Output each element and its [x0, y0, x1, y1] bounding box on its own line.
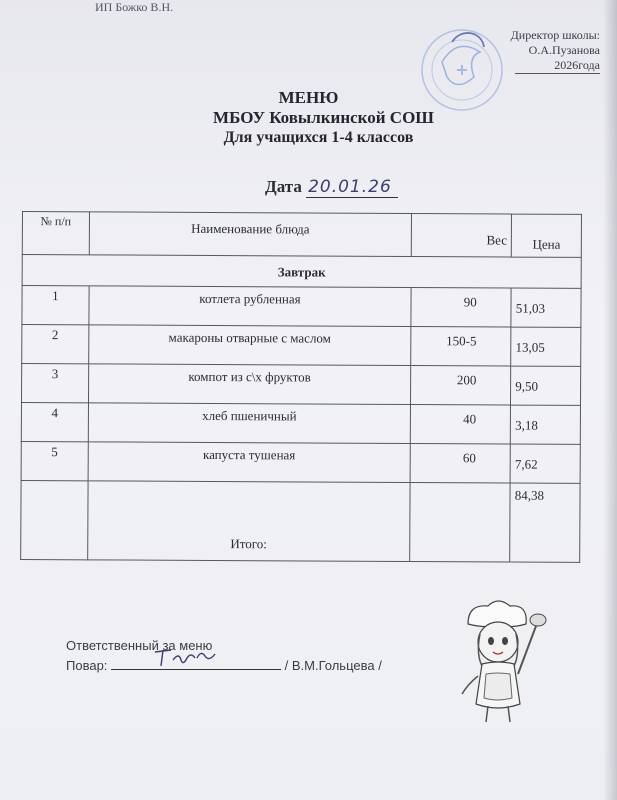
row-dish: макароны отварные с маслом: [88, 325, 411, 366]
row-weight: 150-5: [411, 327, 511, 367]
director-name: О.А.Пузанова: [528, 43, 600, 57]
header-name: Наименование блюда: [89, 212, 412, 257]
row-price: 9,50: [511, 366, 581, 405]
date-row: [265, 177, 398, 198]
row-num: 1: [22, 286, 89, 325]
row-dish: котлета рубленная: [89, 286, 412, 327]
footer-signatures: [66, 636, 382, 676]
row-price: 3,18: [511, 405, 581, 444]
row-num: 3: [21, 364, 88, 403]
director-title: Директор школы:: [510, 28, 600, 42]
cook-signature-line: [111, 656, 281, 670]
header-price: Цена: [511, 214, 581, 257]
table-row: [21, 441, 580, 483]
row-weight: 60: [410, 444, 510, 484]
table-row: [21, 364, 580, 406]
table-row: [21, 403, 580, 445]
section-breakfast: Завтрак: [22, 255, 581, 289]
table-row: [22, 325, 581, 367]
total-price: 84,38: [510, 483, 580, 562]
total-label: Итого:: [87, 481, 410, 562]
row-price: 51,03: [511, 288, 581, 327]
row-price: 7,62: [510, 444, 580, 483]
row-num: 2: [22, 325, 89, 364]
row-weight: 90: [411, 288, 511, 328]
row-dish: капуста тушеная: [88, 442, 411, 483]
row-num: 5: [21, 441, 88, 480]
table-header-row: [22, 212, 581, 258]
header-num: № п/п: [22, 212, 89, 255]
section-row: [22, 255, 581, 289]
menu-title: [0, 88, 617, 148]
header-weight: Вес: [411, 214, 511, 258]
date-value: 20.01.26: [306, 177, 398, 198]
row-weight: 200: [411, 366, 511, 406]
title-line-school: МБОУ Ковылкинской СОШ: [213, 108, 434, 127]
cook-name: / В.М.Гольцева /: [284, 658, 382, 673]
responsible-label: Ответственный за меню: [66, 638, 213, 653]
total-row: [21, 480, 580, 562]
table-row: [22, 286, 581, 328]
date-label: Дата: [265, 177, 302, 196]
total-weight-cell: [410, 483, 510, 563]
approval-year: 2026года: [515, 58, 600, 74]
row-dish: хлеб пшеничный: [88, 403, 411, 444]
row-price: 13,05: [511, 327, 581, 366]
director-approval: [470, 28, 600, 74]
menu-table: [20, 211, 582, 563]
chef-girl-illustration: [438, 594, 558, 734]
handwritten-signature: [151, 646, 221, 670]
row-weight: 40: [410, 405, 510, 445]
title-line-menu: МЕНЮ: [278, 88, 339, 107]
total-empty-cell: [21, 480, 88, 559]
row-dish: компот из с\х фруктов: [88, 364, 411, 405]
supplier-name: ИП Божко В.Н.: [95, 0, 174, 14]
title-line-grades: Для учащихся 1-4 классов: [223, 129, 414, 146]
cook-label: Повар:: [66, 658, 108, 673]
row-num: 4: [21, 403, 88, 442]
